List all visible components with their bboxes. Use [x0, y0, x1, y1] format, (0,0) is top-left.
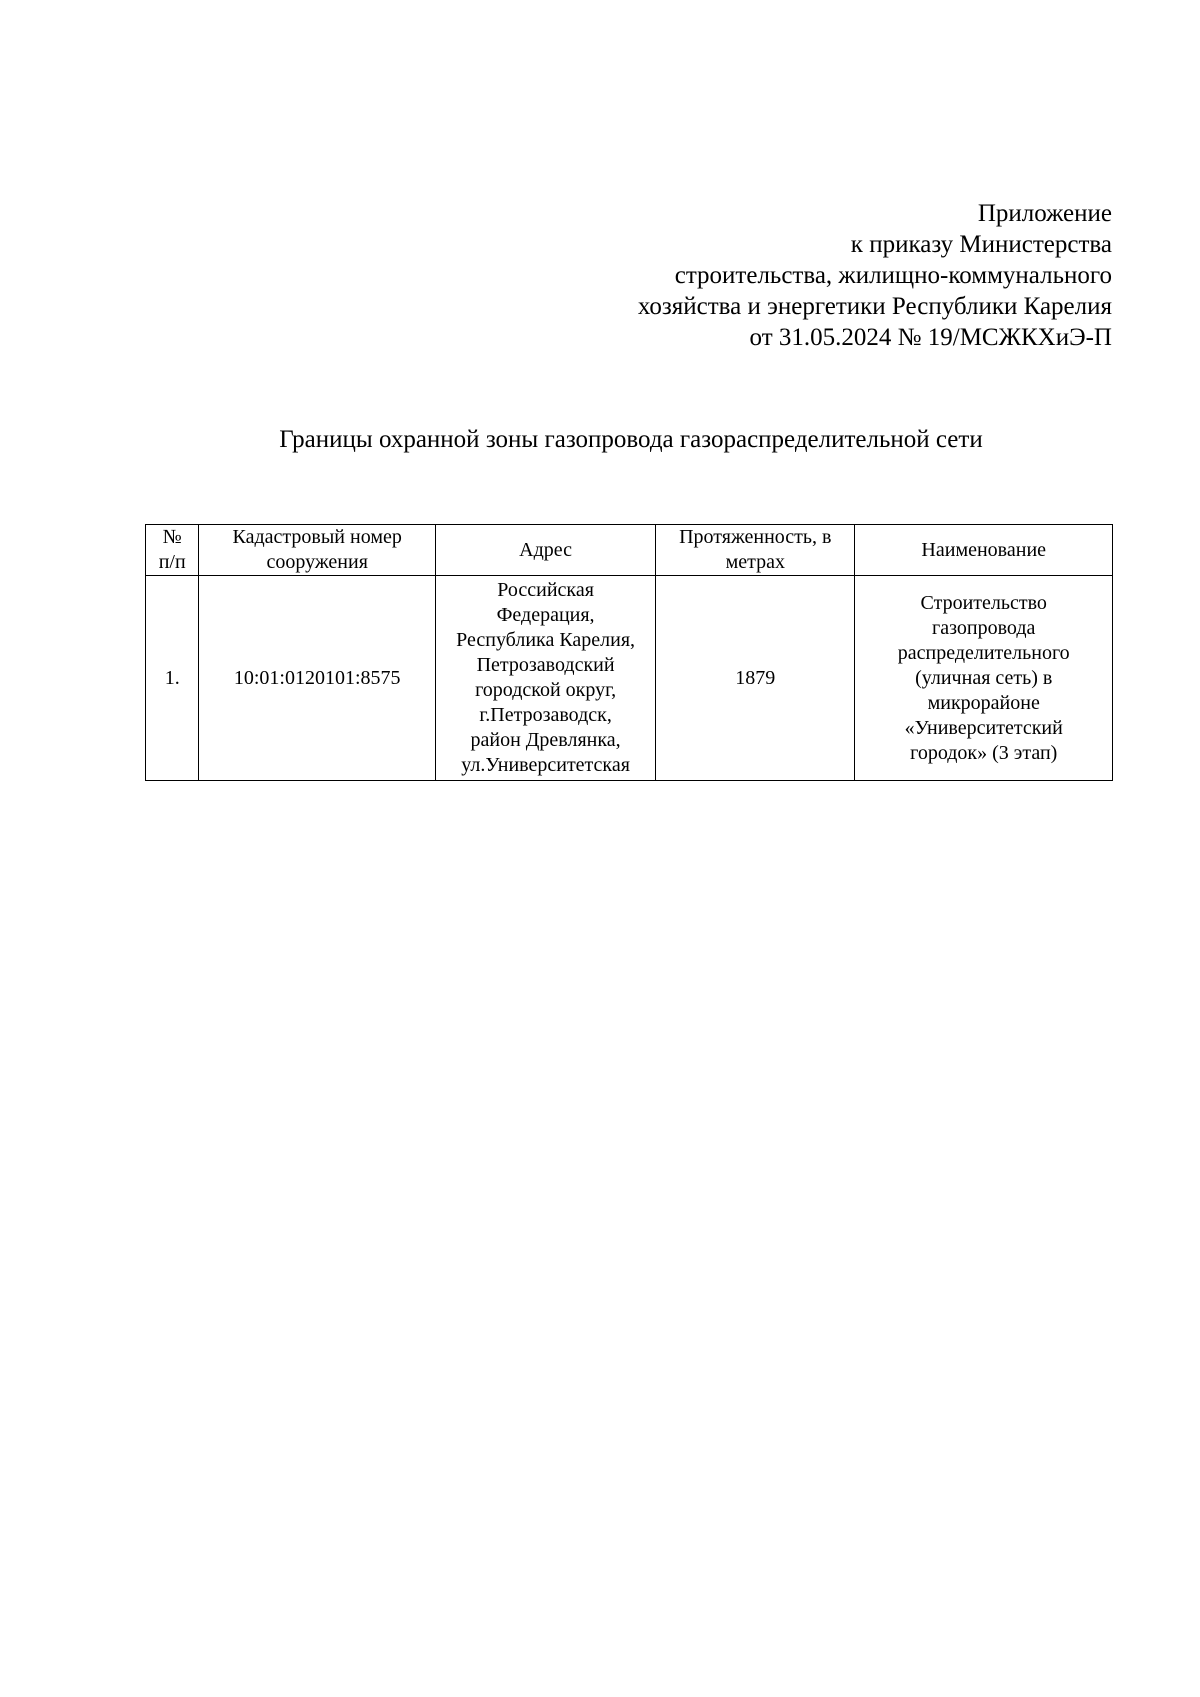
cell-name: Строительство газопровода распределительного (уличная сеть) в микрорайоне «Университетский городок» (3 этап) [855, 576, 1113, 781]
appendix-header [638, 198, 1112, 353]
appendix-line: строительства, жилищно-коммунального [674, 262, 1112, 289]
cell-cadastral-number: 10:01:0120101:8575 [199, 576, 436, 781]
header-address: Адрес [436, 525, 656, 576]
appendix-line: к приказу Министерства [850, 231, 1112, 258]
protection-zone-table [145, 524, 1113, 781]
header-cadastral-number: Кадастровый номер сооружения [199, 525, 436, 576]
appendix-line: от 31.05.2024 № 19/МСЖКХиЭ-П [749, 324, 1112, 351]
table-header-row [146, 525, 1113, 576]
header-number: № п/п [146, 525, 199, 576]
cell-number: 1. [146, 576, 199, 781]
document-title: Границы охранной зоны газопровода газораспределительной сети [279, 426, 983, 453]
header-length: Протяженность, в метрах [656, 525, 855, 576]
table-row [146, 576, 1113, 781]
appendix-line: хозяйства и энергетики Республики Карелия [637, 293, 1112, 320]
cell-address: Российская Федерация, Республика Карелия, Петрозаводский городской округ, г.Петрозаводск, район Древлянка, ул.Университетская [436, 576, 656, 781]
header-name: Наименование [855, 525, 1113, 576]
cell-length: 1879 [656, 576, 855, 781]
appendix-line: Приложение [977, 200, 1112, 227]
